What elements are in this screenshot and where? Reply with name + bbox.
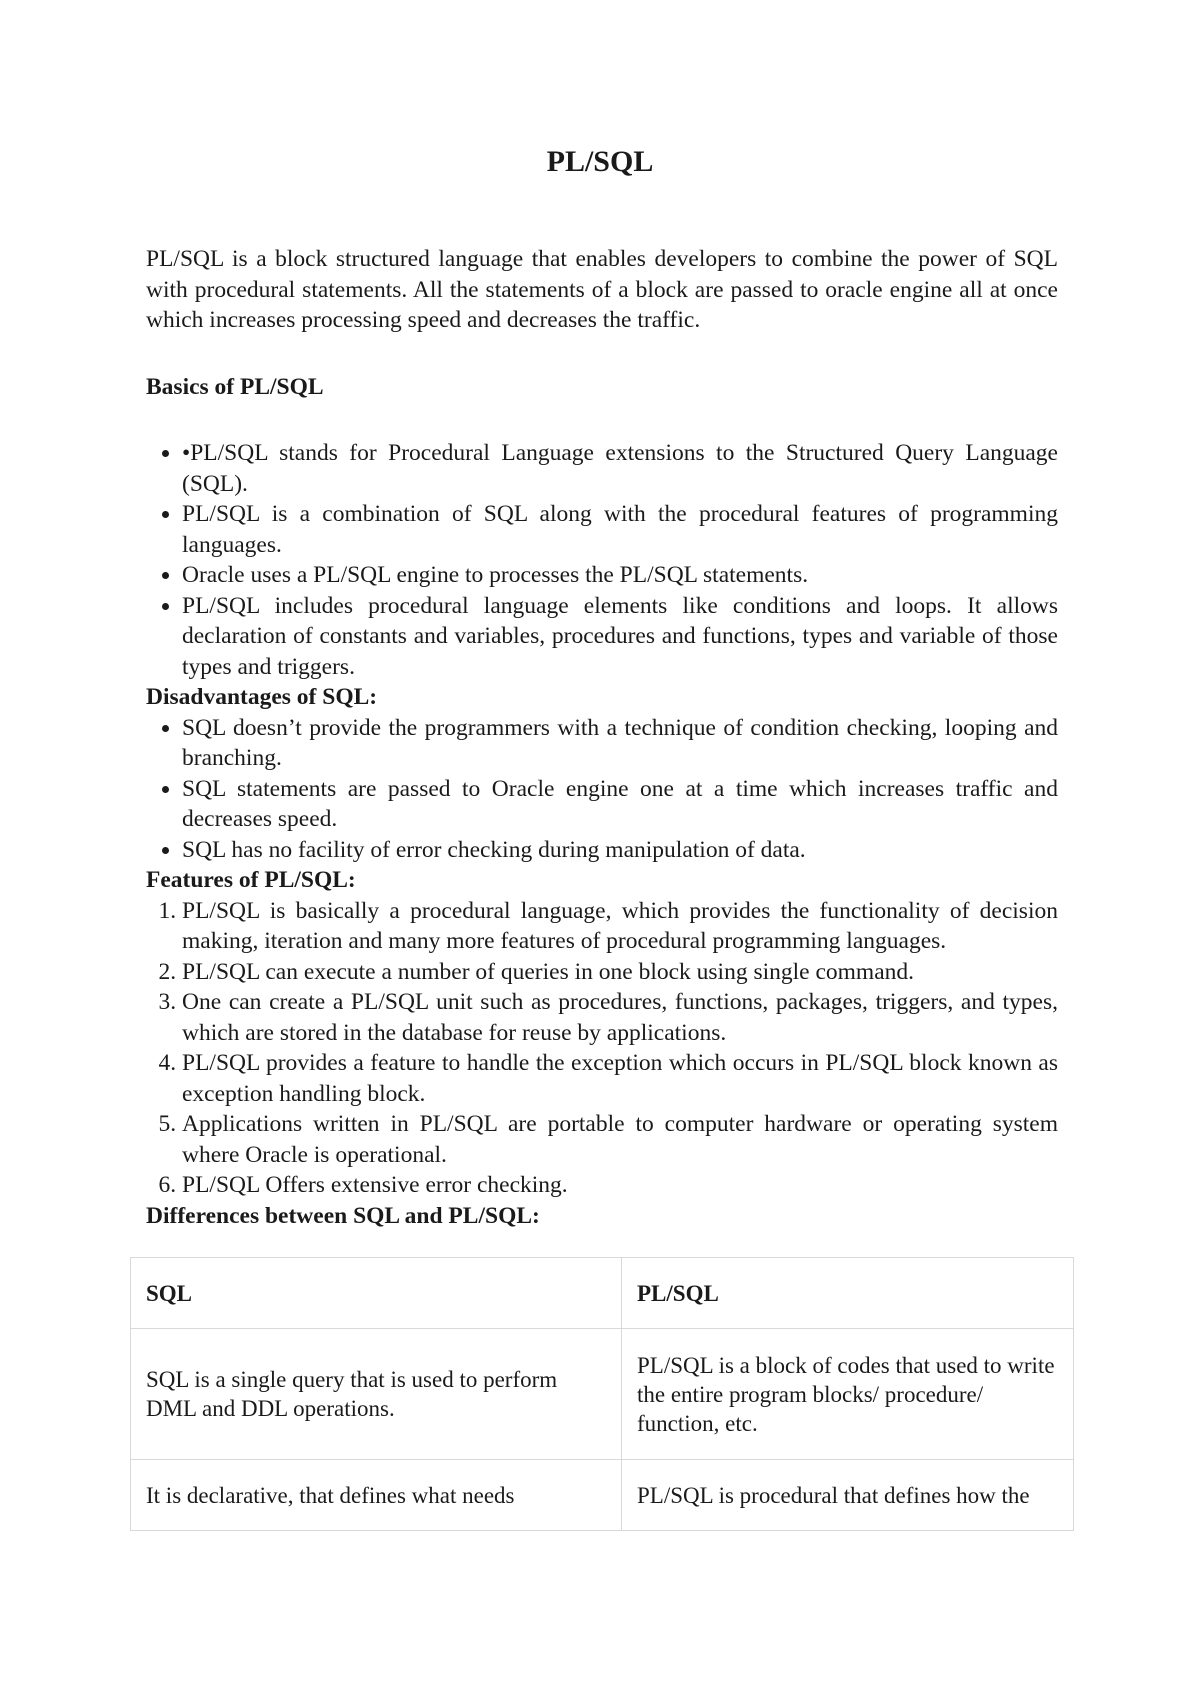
features-list	[146, 896, 1058, 1201]
intro-paragraph: PL/SQL is a block structured language that enables developers to combine the power of SQL with procedural statements. All the statements of a block are passed to oracle engine all at once which increases processing speed and decreases the traffic.	[146, 246, 1058, 333]
features-heading: Features of PL/SQL:	[146, 867, 356, 893]
list-item: 4. PL/SQL provides a feature to handle the exception which occurs in PL/SQL block known as exception handling block.	[182, 1048, 1058, 1109]
table-cell: SQL is a single query that is used to perform DML and DDL operations.	[131, 1329, 622, 1460]
list-item: • Oracle uses a PL/SQL engine to processes the PL/SQL statements.	[182, 560, 1058, 591]
list-item: 5. Applications written in PL/SQL are portable to computer hardware or operating system where Oracle is operational.	[182, 1109, 1058, 1170]
list-item: • SQL has no facility of error checking during manipulation of data.	[182, 835, 1058, 866]
list-item: • SQL doesn’t provide the programmers with a technique of condition checking, looping and branching.	[182, 713, 1058, 774]
table-cell: It is declarative, that defines what needs	[131, 1460, 622, 1531]
document-body	[146, 244, 1058, 1231]
table-row	[131, 1329, 1074, 1460]
list-item: • PL/SQL includes procedural language elements like conditions and loops. It allows declaration of constants and variables, procedures and functions, types and variable of those types and triggers.	[182, 591, 1058, 683]
table-header-cell: PL/SQL	[622, 1258, 1074, 1329]
list-item: 3. One can create a PL/SQL unit such as procedures, functions, packages, triggers, and types, which are stored in the database for reuse by applications.	[182, 987, 1058, 1048]
disadvantages-heading: Disadvantages of SQL:	[146, 684, 378, 710]
list-item: • PL/SQL is a combination of SQL along with the procedural features of programming languages.	[182, 499, 1058, 560]
table-header-cell: SQL	[131, 1258, 622, 1329]
table-cell: PL/SQL is a block of codes that used to write the entire program blocks/ procedure/ function, etc.	[622, 1329, 1074, 1460]
list-item: 2. PL/SQL can execute a number of queries in one block using single command.	[182, 957, 1058, 988]
table-cell: PL/SQL is procedural that defines how the	[622, 1460, 1074, 1531]
comparison-table	[130, 1257, 1074, 1531]
list-item: • •PL/SQL stands for Procedural Language extensions to the Structured Query Language (SQL).	[182, 438, 1058, 499]
list-item: • SQL statements are passed to Oracle engine one at a time which increases traffic and decreases speed.	[182, 774, 1058, 835]
basics-heading: Basics of PL/SQL	[146, 373, 324, 400]
list-item: 6. PL/SQL Offers extensive error checking.	[182, 1170, 1058, 1201]
basics-list	[146, 438, 1058, 682]
table-header-row	[131, 1258, 1074, 1329]
list-item: 1. PL/SQL is basically a procedural language, which provides the functionality of decision making, iteration and many more features of procedural programming languages.	[182, 896, 1058, 957]
differences-heading: Differences between SQL and PL/SQL:	[146, 1202, 540, 1229]
page-title: PL/SQL	[546, 145, 654, 178]
table-row	[131, 1460, 1074, 1531]
disadvantages-list	[146, 713, 1058, 866]
